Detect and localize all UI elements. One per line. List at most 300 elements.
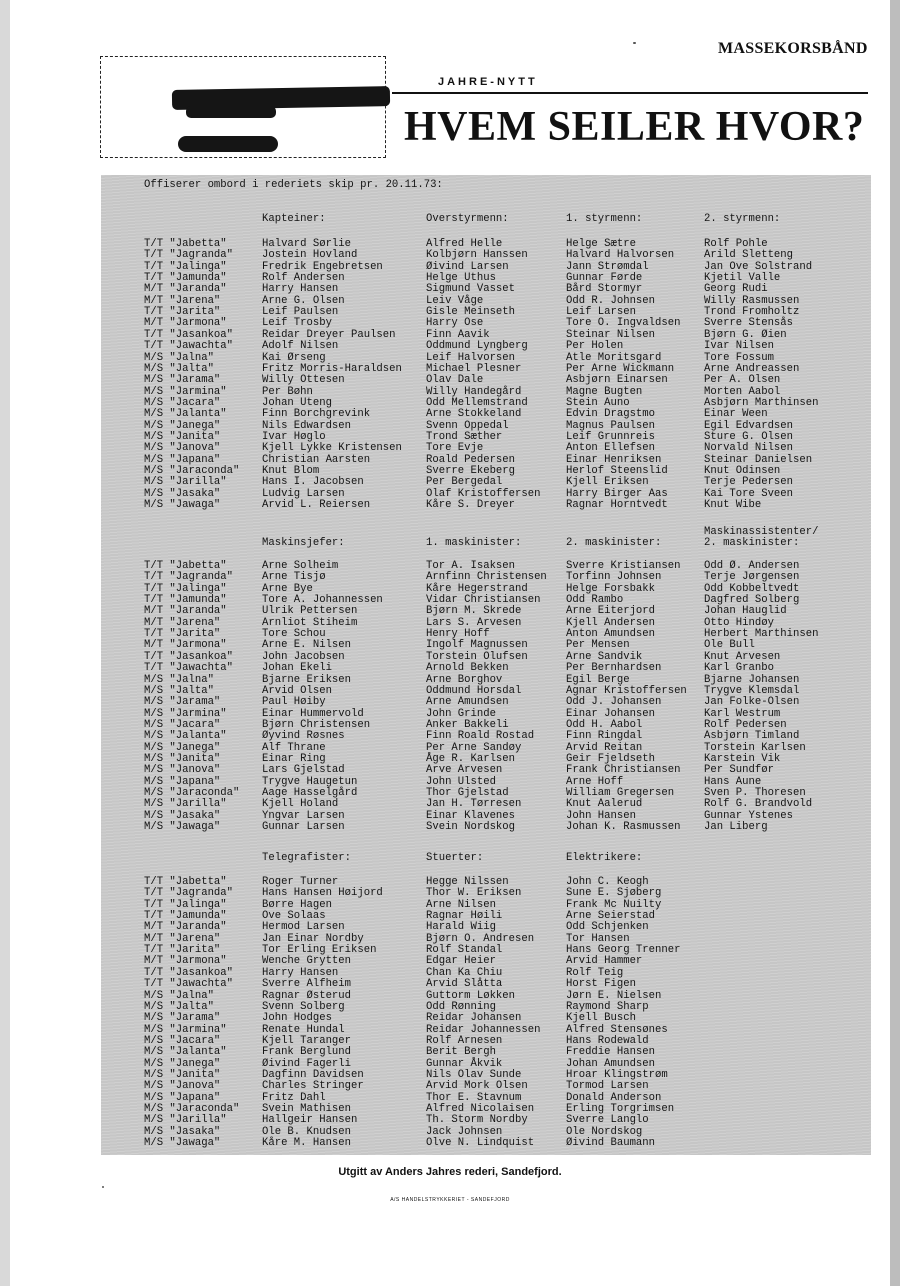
scan-speck bbox=[102, 1186, 104, 1188]
officer-name: Hans Aune bbox=[704, 775, 762, 788]
ship-name: M/S "Jalta" bbox=[144, 1000, 214, 1013]
column-header-line: Elektrikere: bbox=[566, 852, 643, 864]
ship-name: T/T "Jabetta" bbox=[144, 560, 227, 572]
officer-name: Tormod Larsen bbox=[566, 1080, 649, 1093]
officer-name: Wenche Grytten bbox=[262, 955, 352, 968]
officer-name: John Jacobsen bbox=[262, 650, 345, 663]
officer-name: Otto Hindøy bbox=[704, 616, 774, 629]
officer-name: Karstein Vik bbox=[704, 752, 781, 765]
officer-name: Lars S. Arvesen bbox=[426, 616, 522, 629]
column-header-line: Maskinsjefer: bbox=[262, 537, 345, 549]
ship-name: M/S "Jacara" bbox=[144, 396, 221, 409]
officer-name: Yngvar Larsen bbox=[262, 809, 345, 822]
officer-name: Svenn Oppedal bbox=[426, 419, 509, 432]
column-header bbox=[262, 214, 326, 225]
officer-name: Arve Arvesen bbox=[426, 764, 503, 777]
ship-name: M/S "Jawaga" bbox=[144, 821, 221, 834]
officer-name: Kåre M. Hansen bbox=[262, 1137, 352, 1150]
officer-name: Magnus Paulsen bbox=[566, 419, 656, 432]
officer-name: Kjell Andersen bbox=[566, 616, 656, 629]
officer-name: Olav Dale bbox=[426, 374, 484, 387]
officer-name: Øivind Baumann bbox=[566, 1137, 656, 1150]
officer-name: Sture G. Olsen bbox=[704, 430, 794, 443]
officer-name: Edvin Dragstmo bbox=[566, 408, 656, 421]
ship-name: T/T "Jagranda" bbox=[144, 249, 234, 262]
officer-name: Trond Sæther bbox=[426, 430, 503, 443]
redaction-mark bbox=[178, 136, 278, 152]
ship-name: M/S "Jalna" bbox=[144, 989, 214, 1002]
officer-name: Odd Schjenken bbox=[566, 921, 649, 934]
ship-name: M/S "Jaraconda" bbox=[144, 465, 240, 477]
officer-name: Willy Handegård bbox=[426, 385, 522, 398]
officer-name: Kjell Lykke Kristensen bbox=[262, 442, 402, 455]
officer-name: Arnold Bekken bbox=[426, 662, 509, 675]
officer-name: Karl Granbo bbox=[704, 662, 774, 675]
officer-name: Per Arne Wickmann bbox=[566, 362, 675, 375]
officer-name: Jørn E. Nielsen bbox=[566, 989, 662, 1002]
officer-name: Harald Wiig bbox=[426, 921, 496, 934]
officer-name: Steinar Danielsen bbox=[704, 453, 813, 466]
officer-name: Atle Moritsgard bbox=[566, 351, 662, 364]
ship-name: T/T "Jasankoa" bbox=[144, 328, 234, 341]
officer-name: Olve N. Lindquist bbox=[426, 1137, 535, 1150]
officer-name: Ragnar Høili bbox=[426, 910, 503, 923]
officer-name: Anker Bakkeli bbox=[426, 718, 509, 731]
officer-name: Leif Paulsen bbox=[262, 306, 339, 319]
officer-name: Tore Fossum bbox=[704, 351, 774, 364]
officer-name: Per Arne Sandøy bbox=[426, 741, 522, 754]
ship-name: M/S "Janova" bbox=[144, 1080, 221, 1093]
officer-name: Guttorm Løkken bbox=[426, 989, 516, 1002]
ship-name: T/T "Jalinga" bbox=[144, 898, 227, 911]
officer-name: Harry Ose bbox=[426, 317, 484, 330]
officer-name: Rolf Pohle bbox=[704, 238, 768, 250]
officer-name: Dagfred Solberg bbox=[704, 594, 800, 607]
officer-name: Kai Tore Sveen bbox=[704, 487, 794, 500]
officer-name: Svein Mathisen bbox=[262, 1103, 352, 1115]
officer-name: Arne Amundsen bbox=[426, 696, 509, 709]
ship-name: M/S "Jarmina" bbox=[144, 707, 227, 720]
officer-name: Åge R. Karlsen bbox=[426, 752, 516, 765]
officer-name: Asbjørn Einarsen bbox=[566, 374, 668, 387]
ship-name: T/T "Jasankoa" bbox=[144, 650, 234, 663]
officer-name: Hallgeir Hansen bbox=[262, 1114, 358, 1127]
scan-speck bbox=[633, 42, 636, 44]
officer-name: William Gregersen bbox=[566, 787, 675, 799]
column-header bbox=[426, 214, 509, 225]
officer-name: Øivind Fagerli bbox=[262, 1057, 352, 1070]
officer-name: Kolbjørn Hanssen bbox=[426, 249, 528, 262]
ship-name: M/T "Jarmona" bbox=[144, 955, 227, 968]
column-header-line: 2. maskinister: bbox=[566, 537, 662, 549]
officer-name: Sune E. Sjøberg bbox=[566, 887, 662, 900]
ship-name: M/S "Jalta" bbox=[144, 362, 214, 375]
column-header bbox=[566, 214, 642, 225]
officer-name: Berit Bergh bbox=[426, 1046, 496, 1059]
officer-name: Helge Sætre bbox=[566, 238, 636, 250]
ship-name: M/S "Japana" bbox=[144, 453, 221, 466]
officer-name: Bjarne Eriksen bbox=[262, 673, 352, 686]
officer-name: Ulrik Pettersen bbox=[262, 605, 358, 618]
officer-name: Jan Ove Solstrand bbox=[704, 260, 813, 273]
officer-name: Sverre Ekeberg bbox=[426, 465, 516, 477]
officer-name: Hans Rodewald bbox=[566, 1034, 649, 1047]
officer-name: Arne Nilsen bbox=[426, 898, 496, 911]
officer-name: Kåre Hegerstrand bbox=[426, 582, 528, 595]
officer-name: Arne Tisjø bbox=[262, 571, 326, 584]
officer-name: Nils Olav Sunde bbox=[426, 1068, 522, 1081]
officer-name: Arvid Hammer bbox=[566, 955, 643, 968]
officer-name: Hans Georg Trenner bbox=[566, 944, 681, 957]
officer-name: Hroar Klingstrøm bbox=[566, 1068, 668, 1081]
officer-name: Knut Aalerud bbox=[566, 798, 643, 811]
officer-name: Ole Nordskog bbox=[566, 1125, 643, 1138]
ship-name: T/T "Jalinga" bbox=[144, 260, 227, 273]
officer-name: Tor A. Isaksen bbox=[426, 560, 516, 572]
officer-name: Tore Evje bbox=[426, 442, 484, 455]
officer-name: Leiv Våge bbox=[426, 294, 484, 307]
officer-name: Ole B. Knudsen bbox=[262, 1125, 352, 1138]
officer-name: Jan Folke-Olsen bbox=[704, 696, 800, 709]
officer-name: Bjarne Johansen bbox=[704, 673, 800, 686]
officer-name: Vidar Christiansen bbox=[426, 594, 541, 607]
officer-name: Thor W. Eriksen bbox=[426, 887, 522, 900]
officer-name: Leif Grunnreis bbox=[566, 430, 656, 443]
officer-name: Chan Ka Chiu bbox=[426, 966, 503, 979]
officer-name: Bjørn O. Andresen bbox=[426, 932, 535, 945]
officer-name: Johan Uteng bbox=[262, 396, 332, 409]
officer-name: Einar Klavenes bbox=[426, 809, 516, 822]
officer-name: Willy Ottesen bbox=[262, 374, 345, 387]
officer-name: Hans Hansen Høijord bbox=[262, 887, 383, 900]
officer-name: Karl Westrum bbox=[704, 707, 781, 720]
officer-name: Donald Anderson bbox=[566, 1091, 662, 1104]
officer-name: Geir Fjeldseth bbox=[566, 752, 656, 765]
officer-name: Harry Hansen bbox=[262, 966, 339, 979]
officer-name: Herlof Steenslid bbox=[566, 465, 668, 477]
officer-name: Per Sundfør bbox=[704, 764, 774, 777]
officer-name: Reidar Johansen bbox=[426, 1012, 522, 1025]
officer-name: Michael Plesner bbox=[426, 362, 522, 375]
officer-name: Alfred Helle bbox=[426, 238, 503, 250]
officer-name: Odd J. Johansen bbox=[566, 696, 662, 709]
ship-name: M/S "Jawaga" bbox=[144, 1137, 221, 1150]
officer-name: Gunnar Førde bbox=[566, 272, 643, 285]
officer-name: Egil Edvardsen bbox=[704, 419, 794, 432]
officer-name: Trond Fromholtz bbox=[704, 306, 800, 319]
publisher-footer: Utgitt av Anders Jahres rederi, Sandefjord. bbox=[338, 1166, 562, 1178]
officer-name: Gunnar Åkvik bbox=[426, 1057, 503, 1070]
officer-name: Kjetil Valle bbox=[704, 272, 781, 285]
officer-name: Olaf Kristoffersen bbox=[426, 487, 541, 500]
officer-name: Kjell Taranger bbox=[262, 1034, 352, 1047]
officer-name: Oddmund Lyngberg bbox=[426, 340, 528, 353]
officer-name: Henry Hoff bbox=[426, 628, 490, 641]
officer-name: John Hodges bbox=[262, 1012, 332, 1025]
officer-name: Terje Jørgensen bbox=[704, 571, 800, 584]
column-header-line: Stuerter: bbox=[426, 852, 484, 864]
officer-name: Helge Forsbakk bbox=[566, 582, 656, 595]
ship-name: T/T "Jawachta" bbox=[144, 340, 234, 353]
officer-name: Gunnar Larsen bbox=[262, 821, 345, 834]
officer-name: Kjell Eriksen bbox=[566, 476, 649, 489]
officer-name: Magne Bugten bbox=[566, 385, 643, 398]
officer-name: Torstein Karlsen bbox=[704, 741, 806, 754]
officer-name: Arne G. Olsen bbox=[262, 294, 345, 307]
column-header-line: 1. styrmenn: bbox=[566, 213, 643, 225]
officer-name: Fritz Dahl bbox=[262, 1091, 326, 1104]
officer-name: Hans I. Jacobsen bbox=[262, 476, 364, 489]
officer-name: Trygve Klemsdal bbox=[704, 684, 800, 697]
ship-name: T/T "Jagranda" bbox=[144, 887, 234, 900]
officer-name: Einar Johansen bbox=[566, 707, 656, 720]
officer-name: Børre Hagen bbox=[262, 898, 332, 911]
ship-name: M/S "Jarama" bbox=[144, 1012, 221, 1025]
officer-name: Arvid Reitan bbox=[566, 741, 643, 754]
officer-name: Bård Stormyr bbox=[566, 283, 643, 296]
officer-name: Arne Seierstad bbox=[566, 910, 656, 923]
officer-name: Herbert Marthinsen bbox=[704, 628, 819, 641]
ship-name: M/S "Janova" bbox=[144, 442, 221, 455]
officer-name: Sverre Kristiansen bbox=[566, 560, 681, 572]
officer-name: Odd Mellemstrand bbox=[426, 396, 528, 409]
officer-name: Øivind Larsen bbox=[426, 260, 509, 273]
officer-name: Arnliot Stiheim bbox=[262, 616, 358, 629]
officer-name: Per Holen bbox=[566, 340, 624, 353]
ship-name: T/T "Jarita" bbox=[144, 628, 221, 641]
column-header bbox=[566, 538, 661, 549]
ship-name: M/S "Jalanta" bbox=[144, 1046, 227, 1059]
column-header bbox=[704, 214, 780, 225]
officer-name: Ragnar Østerud bbox=[262, 989, 352, 1002]
officer-name: Raymond Sharp bbox=[566, 1000, 649, 1013]
officer-name: Arne E. Nilsen bbox=[262, 639, 352, 652]
printer-imprint: A/S HANDELSTRYKKERIET - SANDEFJORD bbox=[390, 1197, 510, 1203]
officer-name: Trygve Haugetun bbox=[262, 775, 358, 788]
ship-name: T/T "Jarita" bbox=[144, 944, 221, 957]
ship-name: M/S "Janega" bbox=[144, 1057, 221, 1070]
officer-name: Ludvig Larsen bbox=[262, 487, 345, 500]
ship-name: M/S "Jalanta" bbox=[144, 730, 227, 743]
officer-name: Egil Berge bbox=[566, 673, 630, 686]
column-header bbox=[262, 538, 345, 549]
officer-name: Jan H. Tørresen bbox=[426, 798, 522, 811]
ship-name: M/S "Jalta" bbox=[144, 684, 214, 697]
officer-name: Ragnar Horntvedt bbox=[566, 499, 668, 512]
column-header bbox=[262, 853, 351, 864]
officer-name: Rolf Andersen bbox=[262, 272, 345, 285]
ship-name: M/T "Jarena" bbox=[144, 932, 221, 945]
column-header bbox=[704, 527, 818, 550]
officer-name: Torstein Olufsen bbox=[426, 650, 528, 663]
column-header-line: Telegrafister: bbox=[262, 852, 352, 864]
ship-name: M/S "Japana" bbox=[144, 1091, 221, 1104]
officer-name: Bjørn G. Øien bbox=[704, 328, 787, 341]
officer-name: Torfinn Johnsen bbox=[566, 571, 662, 584]
officer-name: Norvald Nilsen bbox=[704, 442, 794, 455]
officer-name: Odd Rambo bbox=[566, 594, 624, 607]
officer-name: Thor Gjelstad bbox=[426, 787, 509, 799]
officer-name: Per Bernhardsen bbox=[566, 662, 662, 675]
officer-name: Jann Strømdal bbox=[566, 260, 649, 273]
officer-name: Tor Hansen bbox=[566, 932, 630, 945]
ship-name: M/S "Jalna" bbox=[144, 673, 214, 686]
ship-name: T/T "Jasankoa" bbox=[144, 966, 234, 979]
officer-name: Georg Rudi bbox=[704, 283, 768, 296]
officer-name: Gisle Meinseth bbox=[426, 306, 516, 319]
officer-name: Morten Aabol bbox=[704, 385, 781, 398]
officer-name: Per Bøhn bbox=[262, 385, 313, 398]
officer-name: Johan K. Rasmussen bbox=[566, 821, 681, 834]
officer-name: Per A. Olsen bbox=[704, 374, 781, 387]
column-header-line: Overstyrmenn: bbox=[426, 213, 509, 225]
officer-name: Jan Einar Nordby bbox=[262, 932, 364, 945]
column-header-line: Kapteiner: bbox=[262, 213, 326, 225]
officer-name: Agnar Kristoffersen bbox=[566, 684, 687, 697]
officer-name: John Hansen bbox=[566, 809, 636, 822]
officer-name: Arnfinn Christensen bbox=[426, 571, 547, 584]
officer-name: Frank Mc Nuilty bbox=[566, 898, 662, 911]
ship-name: M/S "Jarama" bbox=[144, 374, 221, 387]
officer-name: Odd Rønning bbox=[426, 1000, 496, 1013]
officer-name: Leif Larsen bbox=[566, 306, 636, 319]
officer-name: Einar Ring bbox=[262, 752, 326, 765]
officer-name: Gunnar Ystenes bbox=[704, 809, 794, 822]
officer-name: John C. Keogh bbox=[566, 876, 649, 888]
officer-name: Christian Aarsten bbox=[262, 453, 371, 466]
intro-text: Offiserer ombord i rederiets skip pr. 20.11.73: bbox=[144, 179, 443, 191]
officer-name: Sven P. Thoresen bbox=[704, 787, 806, 799]
officer-name: Anton Ellefsen bbox=[566, 442, 656, 455]
officer-name: Ivar Høglo bbox=[262, 430, 326, 443]
officer-name: Adolf Nilsen bbox=[262, 340, 339, 353]
ship-name: T/T "Jagranda" bbox=[144, 571, 234, 584]
officer-name: Arne Andreassen bbox=[704, 362, 800, 375]
officer-name: Nils Edwardsen bbox=[262, 419, 352, 432]
officer-name: Tor Erling Eriksen bbox=[262, 944, 377, 957]
ship-name: M/S "Jarilla" bbox=[144, 476, 227, 489]
column-header-line: 1. maskinister: bbox=[426, 537, 522, 549]
officer-name: Ole Bull bbox=[704, 639, 755, 652]
officer-name: Hermod Larsen bbox=[262, 921, 345, 934]
officer-name: Odd R. Johnsen bbox=[566, 294, 656, 307]
officer-name: Arne Eiterjord bbox=[566, 605, 656, 618]
officer-name: Ove Solaas bbox=[262, 910, 326, 923]
officer-name: Knut Odinsen bbox=[704, 465, 781, 477]
header-rule bbox=[392, 92, 868, 94]
officer-name: Sverre Langlo bbox=[566, 1114, 649, 1127]
ship-name: M/S "Jacara" bbox=[144, 1034, 221, 1047]
ship-name: T/T "Jamunda" bbox=[144, 272, 227, 285]
officer-name: Horst Figen bbox=[566, 978, 636, 991]
officer-name: Johan Amundsen bbox=[566, 1057, 656, 1070]
ship-name: M/T "Jaranda" bbox=[144, 283, 227, 296]
column-header bbox=[426, 853, 483, 864]
officer-name: Ingolf Magnussen bbox=[426, 639, 528, 652]
officer-name: Arne Borghov bbox=[426, 673, 503, 686]
officer-name: Einar Ween bbox=[704, 408, 768, 421]
ship-name: M/S "Jalanta" bbox=[144, 408, 227, 421]
ship-name: M/S "Jarilla" bbox=[144, 1114, 227, 1127]
ship-name: M/S "Japana" bbox=[144, 775, 221, 788]
officer-name: Dagfinn Davidsen bbox=[262, 1068, 364, 1081]
officer-name: Aage Hasselgård bbox=[262, 787, 358, 799]
officer-name: John Grinde bbox=[426, 707, 496, 720]
ship-name: T/T "Jamunda" bbox=[144, 910, 227, 923]
officer-name: Einar Hummervold bbox=[262, 707, 364, 720]
officer-name: Jack Johnsen bbox=[426, 1125, 503, 1138]
magazine-name: JAHRE-NYTT bbox=[438, 76, 538, 88]
officer-name: Helge Uthus bbox=[426, 272, 496, 285]
ship-name: T/T "Jabetta" bbox=[144, 238, 227, 250]
officer-name: Edgar Heier bbox=[426, 955, 496, 968]
ship-name: M/S "Janita" bbox=[144, 430, 221, 443]
officer-name: Rolf Pedersen bbox=[704, 718, 787, 731]
ship-name: T/T "Jarita" bbox=[144, 306, 221, 319]
officer-name: Anton Amundsen bbox=[566, 628, 656, 641]
officer-name: Finn Roald Rostad bbox=[426, 730, 535, 743]
officer-name: Svenn Solberg bbox=[262, 1000, 345, 1013]
officer-name: Arvid Slåtta bbox=[426, 978, 503, 991]
officer-name: Tore Schou bbox=[262, 628, 326, 641]
officer-name: Arne Solheim bbox=[262, 560, 339, 572]
officer-name: Finn Borchgrevink bbox=[262, 408, 371, 421]
ship-name: M/S "Jaraconda" bbox=[144, 1103, 240, 1115]
officer-name: Sverre Alfheim bbox=[262, 978, 352, 991]
officer-name: Odd Ø. Andersen bbox=[704, 560, 800, 572]
officer-name: Reidar Johannessen bbox=[426, 1023, 541, 1036]
officer-name: Harry Birger Aas bbox=[566, 487, 668, 500]
column-header-line: Maskinassistenter/ bbox=[704, 525, 819, 538]
officer-name: Asbjørn Timland bbox=[704, 730, 800, 743]
ship-name: T/T "Jawachta" bbox=[144, 662, 234, 675]
officer-name: Arild Sletteng bbox=[704, 249, 794, 262]
officer-name: Tore A. Johannessen bbox=[262, 594, 383, 607]
officer-name: Arne Sandvik bbox=[566, 650, 643, 663]
ship-name: M/S "Jacara" bbox=[144, 718, 221, 731]
officer-name: Finn Aavik bbox=[426, 328, 490, 341]
officer-name: Leif Halvorsen bbox=[426, 351, 516, 364]
officer-name: Tore O. Ingvaldsen bbox=[566, 317, 681, 330]
officer-name: Thor E. Stavnum bbox=[426, 1091, 522, 1104]
officer-name: Einar Henriksen bbox=[566, 453, 662, 466]
ship-name: M/S "Jarilla" bbox=[144, 798, 227, 811]
ship-name: M/S "Jalna" bbox=[144, 351, 214, 364]
officer-name: Oddmund Horsdal bbox=[426, 684, 522, 697]
officer-name: Fritz Morris-Haraldsen bbox=[262, 362, 402, 375]
ship-name: M/T "Jarena" bbox=[144, 616, 221, 629]
officer-name: Alf Thrane bbox=[262, 741, 326, 754]
ship-name: M/S "Jasaka" bbox=[144, 487, 221, 500]
ship-name: M/S "Janita" bbox=[144, 752, 221, 765]
officer-name: Arne Stokkeland bbox=[426, 408, 522, 421]
ship-name: M/S "Jasaka" bbox=[144, 1125, 221, 1138]
ship-name: M/S "Janega" bbox=[144, 741, 221, 754]
officer-name: Jostein Hovland bbox=[262, 249, 358, 262]
officer-name: Odd H. Aabol bbox=[566, 718, 643, 731]
officer-name: Johan Ekeli bbox=[262, 662, 332, 675]
officer-name: Bjørn M. Skrede bbox=[426, 605, 522, 618]
officer-name: Kjell Busch bbox=[566, 1012, 636, 1025]
column-header-line: 2. styrmenn: bbox=[704, 213, 781, 225]
officer-name: Knut Arvesen bbox=[704, 650, 781, 663]
redaction-mark bbox=[186, 106, 276, 118]
officer-name: Kåre S. Dreyer bbox=[426, 499, 516, 512]
officer-name: Roger Turner bbox=[262, 876, 339, 888]
officer-name: Frank Berglund bbox=[262, 1046, 352, 1059]
ship-name: M/S "Jarmina" bbox=[144, 385, 227, 398]
officer-name: Charles Stringer bbox=[262, 1080, 364, 1093]
